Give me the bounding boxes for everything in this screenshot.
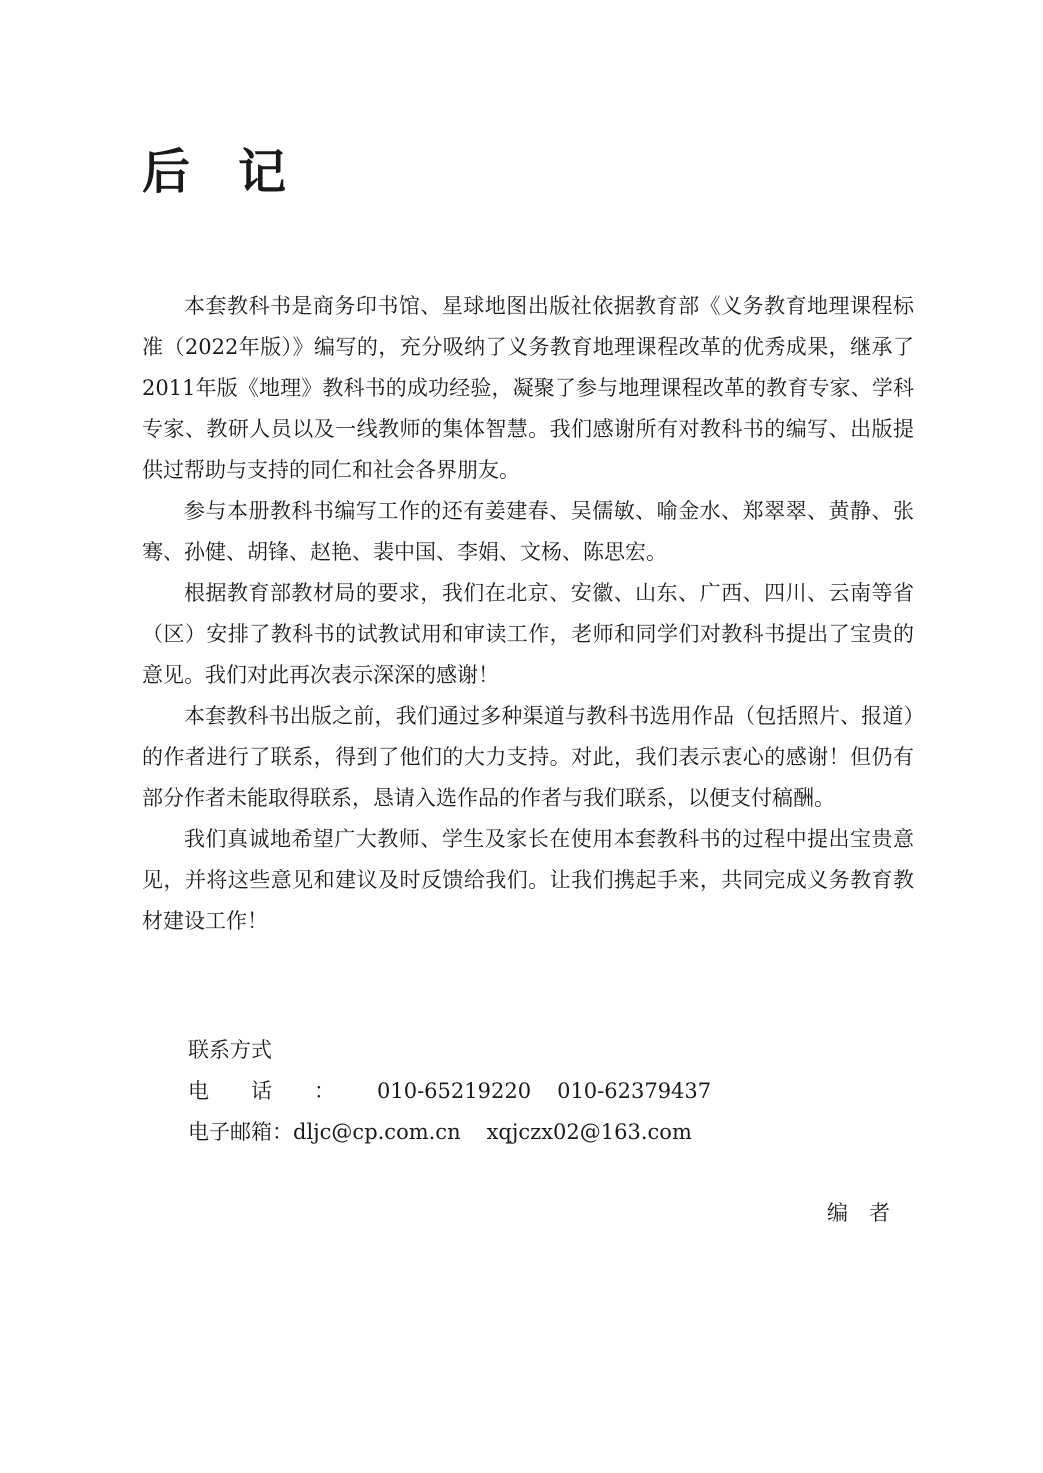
contact-info: [188, 1030, 888, 1153]
body-text: [142, 286, 914, 942]
page-title: 后记: [142, 144, 335, 200]
contact-heading: 联系方式: [188, 1038, 272, 1062]
email-address: dljc@cp.com.cn: [293, 1120, 461, 1144]
phone-number: 010-65219220: [377, 1079, 532, 1103]
paragraph: 参与本册教科书编写工作的还有姜建春、吴儒敏、喻金水、郑翠翠、黄静、张骞、孙健、胡锋、赵艳、裴中国、李娟、文杨、陈思宏。: [142, 499, 914, 564]
email-row: [188, 1112, 888, 1153]
email-label: 电子邮箱：: [188, 1120, 293, 1144]
paragraph: 根据教育部教材局的要求，我们在北京、安徽、山东、广西、四川、云南等省（区）安排了教科书的试教试用和审读工作，老师和同学们对教科书提出了宝贵的意见。我们对此再次表示深深的感谢！: [142, 581, 914, 687]
paragraph: 本套教科书出版之前，我们通过多种渠道与教科书选用作品（包括照片、报道）的作者进行了联系，得到了他们的大力支持。对此，我们表示衷心的感谢！但仍有部分作者未能取得联系，恳请入选作品的作者与我们联系，以便支付稿酬。: [142, 704, 914, 810]
paragraph: 我们真诚地希望广大教师、学生及家长在使用本套教科书的过程中提出宝贵意见，并将这些意见和建议及时反馈给我们。让我们携起手来，共同完成义务教育教材建设工作！: [142, 827, 914, 933]
phone-label: 电话：: [188, 1079, 377, 1103]
paragraph: 本套教科书是商务印书馆、星球地图出版社依据教育部《义务教育地理课程标准（2022年版）》编写的，充分吸纳了义务教育地理课程改革的优秀成果，继承了2011年版《地理》教科书的成功经验，凝聚了参与地理课程改革的教育专家、学科专家、教研人员以及一线教师的集体智慧。我们感谢所有对教科书的编写、出版提供过帮助与支持的同仁和社会各界朋友。: [142, 294, 914, 482]
signature: 编者: [827, 1201, 911, 1225]
phone-row: [188, 1071, 888, 1112]
email-address: xqjczx02@163.com: [486, 1120, 692, 1144]
phone-number: 010-62379437: [557, 1079, 712, 1103]
